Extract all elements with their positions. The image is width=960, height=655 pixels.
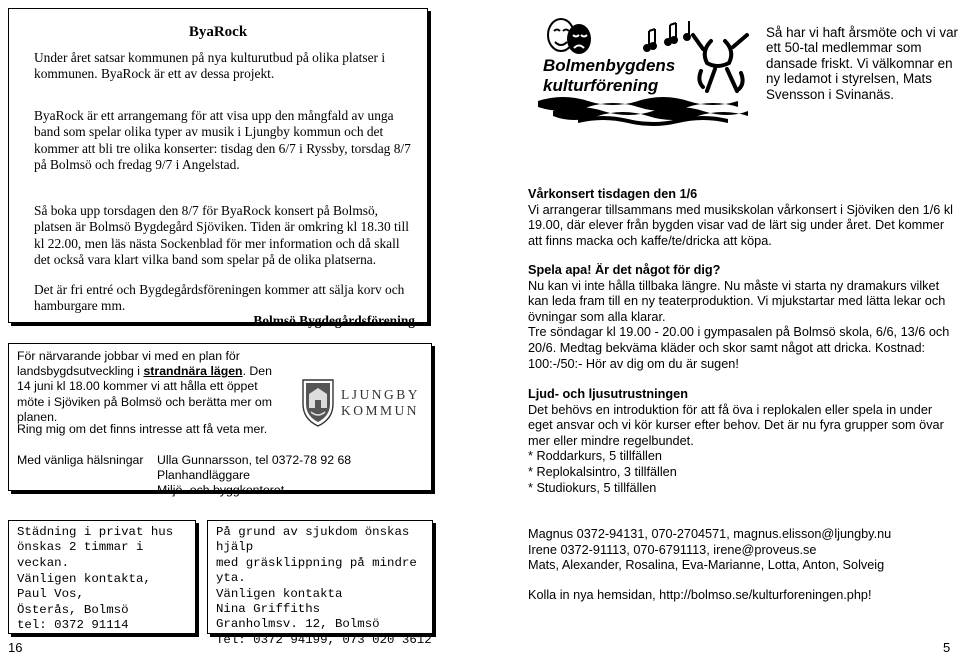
equipment-item: * Studiokurs, 5 tillfällen bbox=[528, 480, 657, 495]
cleaning-line: önskas 2 timmar i veckan. bbox=[17, 540, 144, 570]
plan-contact-name: Ulla Gunnarsson, tel 0372-78 92 68 bbox=[157, 453, 352, 467]
equipment-section bbox=[528, 387, 956, 496]
lawn-line: Tel: 0372 94199, 073 020 3612 bbox=[216, 632, 432, 647]
spring-body: Vi arrangerar tillsammans med musikskolan vårkonsert i Sjöviken den 1/6 kl 19.00, där elever från bygden visar vad de lärt sig under året. Det kommer att finns macka och kaffe/te/dricka att köpa. bbox=[528, 202, 953, 248]
page-number-left: 16 bbox=[8, 640, 23, 655]
lawn-line: Vänligen kontakta bbox=[216, 586, 343, 601]
contacts-section bbox=[528, 527, 956, 603]
waves-icon bbox=[538, 97, 748, 126]
byarock-description: ByaRock är ett arrangemang för att visa upp den mångfald av unga band som spelar olika typer av musik i Ljungby kommun och det kommer att bli tre olika konserter: tisdag den 6/7 i Ryssby, torsdag 8/7 på Bolmsö och fredag 9/7 i Angelstad. bbox=[34, 108, 411, 173]
cleaning-contact-line: Österås, Bolmsö bbox=[17, 602, 129, 617]
equipment-item: * Replokalsintro, 3 tillfällen bbox=[528, 464, 677, 479]
byarock-title: ByaRock bbox=[188, 24, 248, 40]
lawn-line: med gräsklippning på mindre yta. bbox=[216, 555, 417, 586]
byarock-signature: Bolmsö Bygdegårdsförening bbox=[253, 313, 415, 328]
spring-heading: Vårkonsert tisdagen den 1/6 bbox=[528, 187, 698, 201]
plan-text bbox=[17, 349, 285, 425]
website-line: Kolla in nya hemsidan, http://bolmso.se/kulturforeningen.php! bbox=[528, 587, 872, 602]
plan-text-after: . Den 14 juni kl 18.00 kommer vi att hålla ett öppet möte i Sjöviken på Bolmsö och berätta mer om planen. bbox=[17, 364, 272, 424]
theater-masks-icon bbox=[548, 19, 591, 54]
ljungby-logo-line1: LJUNGBY bbox=[341, 387, 421, 402]
equipment-item: * Roddarkurs, 5 tillfällen bbox=[528, 449, 662, 464]
society-logo-line1: Bolmenbygdens bbox=[543, 56, 676, 75]
cleaning-request bbox=[17, 525, 195, 571]
lawn-line: På grund av sjukdom önskas hjälp bbox=[216, 525, 410, 555]
lawn-text bbox=[216, 525, 432, 648]
society-about: Så har vi haft årsmöte och vi var ett 50-tal medlemmar som dansade friskt. Vi välkomnar en ny ledamot i styrelsen, Mats Svensson i Svinanäs. bbox=[766, 25, 959, 102]
plan-call: Ring mig om det finns intresse att få veta mer. bbox=[17, 422, 268, 436]
contact-line: Mats, Alexander, Rosalina, Eva-Marianne, Lotta, Anton, Solveig bbox=[528, 558, 885, 573]
page-number-right: 5 bbox=[943, 640, 951, 655]
plan-greeting: Med vänliga hälsningar bbox=[17, 453, 144, 467]
plan-contact bbox=[157, 453, 351, 499]
lawn-line: Nina Griffiths bbox=[216, 602, 321, 617]
cleaning-ad bbox=[8, 520, 196, 634]
plan-link: strandnära lägen bbox=[143, 364, 243, 379]
theater-heading: Spela apa! Är det något för dig? bbox=[528, 263, 721, 277]
lawn-line: Granholmsv. 12, Bolmsö bbox=[216, 617, 380, 632]
cleaning-contact bbox=[17, 572, 151, 634]
ljungby-logo-line2: KOMMUN bbox=[341, 403, 420, 418]
byarock-food: Det är fri entré och Bygdegårdsföreningen kommer att sälja korv och hamburgare mm. bbox=[34, 282, 405, 314]
byarock-intro: Under året satsar kommunen på nya kulturutbud på olika platser i kommunen. ByaRock är ett av dessa projekt. bbox=[34, 50, 386, 82]
theater-body: Nu kan vi inte hålla tillbaka längre. Nu måste vi starta ny dramakurs vilket kan leda fram till en ny teaterproduktion. Vi mjukstartar med lätta lekar och övningar som alla klarar. bbox=[528, 278, 946, 324]
equipment-heading: Ljud- och ljusutrustningen bbox=[528, 387, 688, 401]
byarock-article bbox=[8, 8, 428, 328]
theater-section bbox=[528, 263, 956, 372]
cleaning-contact-line: tel: 0372 91114 bbox=[17, 618, 129, 633]
cleaning-contact-line: Vänligen kontakta, bbox=[17, 572, 151, 586]
plan-contact-role: Planhandläggare bbox=[157, 468, 250, 483]
cleaning-line: Städning i privat hus bbox=[17, 525, 174, 539]
ljungby-kommun-logo bbox=[299, 374, 434, 444]
theater-times: Tre söndagar kl 19.00 - 20.00 i gympasalen på Bolmsö skola, 6/6, 13/6 och 20/6. Medtag bekväma kläder och skor samt något att dricka. Kostnad: 100:-/50:- Hör av dig om du är sugen! bbox=[528, 325, 950, 371]
spring-concert-section bbox=[528, 187, 956, 249]
plan-contact-office: Miljö- och byggkontoret bbox=[157, 483, 285, 498]
society-logo bbox=[533, 11, 763, 126]
society-header bbox=[533, 11, 959, 126]
ljungby-crest-icon bbox=[299, 374, 434, 444]
contact-line: Irene 0372-91113, 070-6791113, irene@proveus.se bbox=[528, 542, 817, 557]
society-logo-line2: kulturförening bbox=[543, 76, 659, 95]
plan-notice bbox=[8, 343, 432, 498]
contact-line: Magnus 0372-94131, 070-2704571, magnus.elisson@ljungby.nu bbox=[528, 527, 892, 541]
music-notes-icon bbox=[644, 21, 690, 51]
cleaning-contact-line: Paul Vos, bbox=[17, 587, 84, 602]
plan-text-before: För närvarande jobbar vi med en plan för landsbygdsutveckling i bbox=[17, 349, 240, 379]
dancer-icon bbox=[693, 35, 747, 91]
lawn-ad bbox=[207, 520, 433, 647]
byarock-booking: Så boka upp torsdagen den 8/7 för ByaRock konsert på Bolmsö, platsen är Bolmsö Bygdegård Sjöviken. Tiden är omkring kl 18.30 till kl 22.00, men läs nästa Sockenblad för mer information och då skall det också vara klart vilka band som spelar på de olika platserna. bbox=[34, 203, 409, 268]
equipment-body: Det behövs en introduktion för att få öva i replokalen eller spela in under eget ansvar och vi kör kurser efter behov. Det är nu fyra grupper som övar mer eller mindre regelbundet. bbox=[528, 402, 944, 448]
